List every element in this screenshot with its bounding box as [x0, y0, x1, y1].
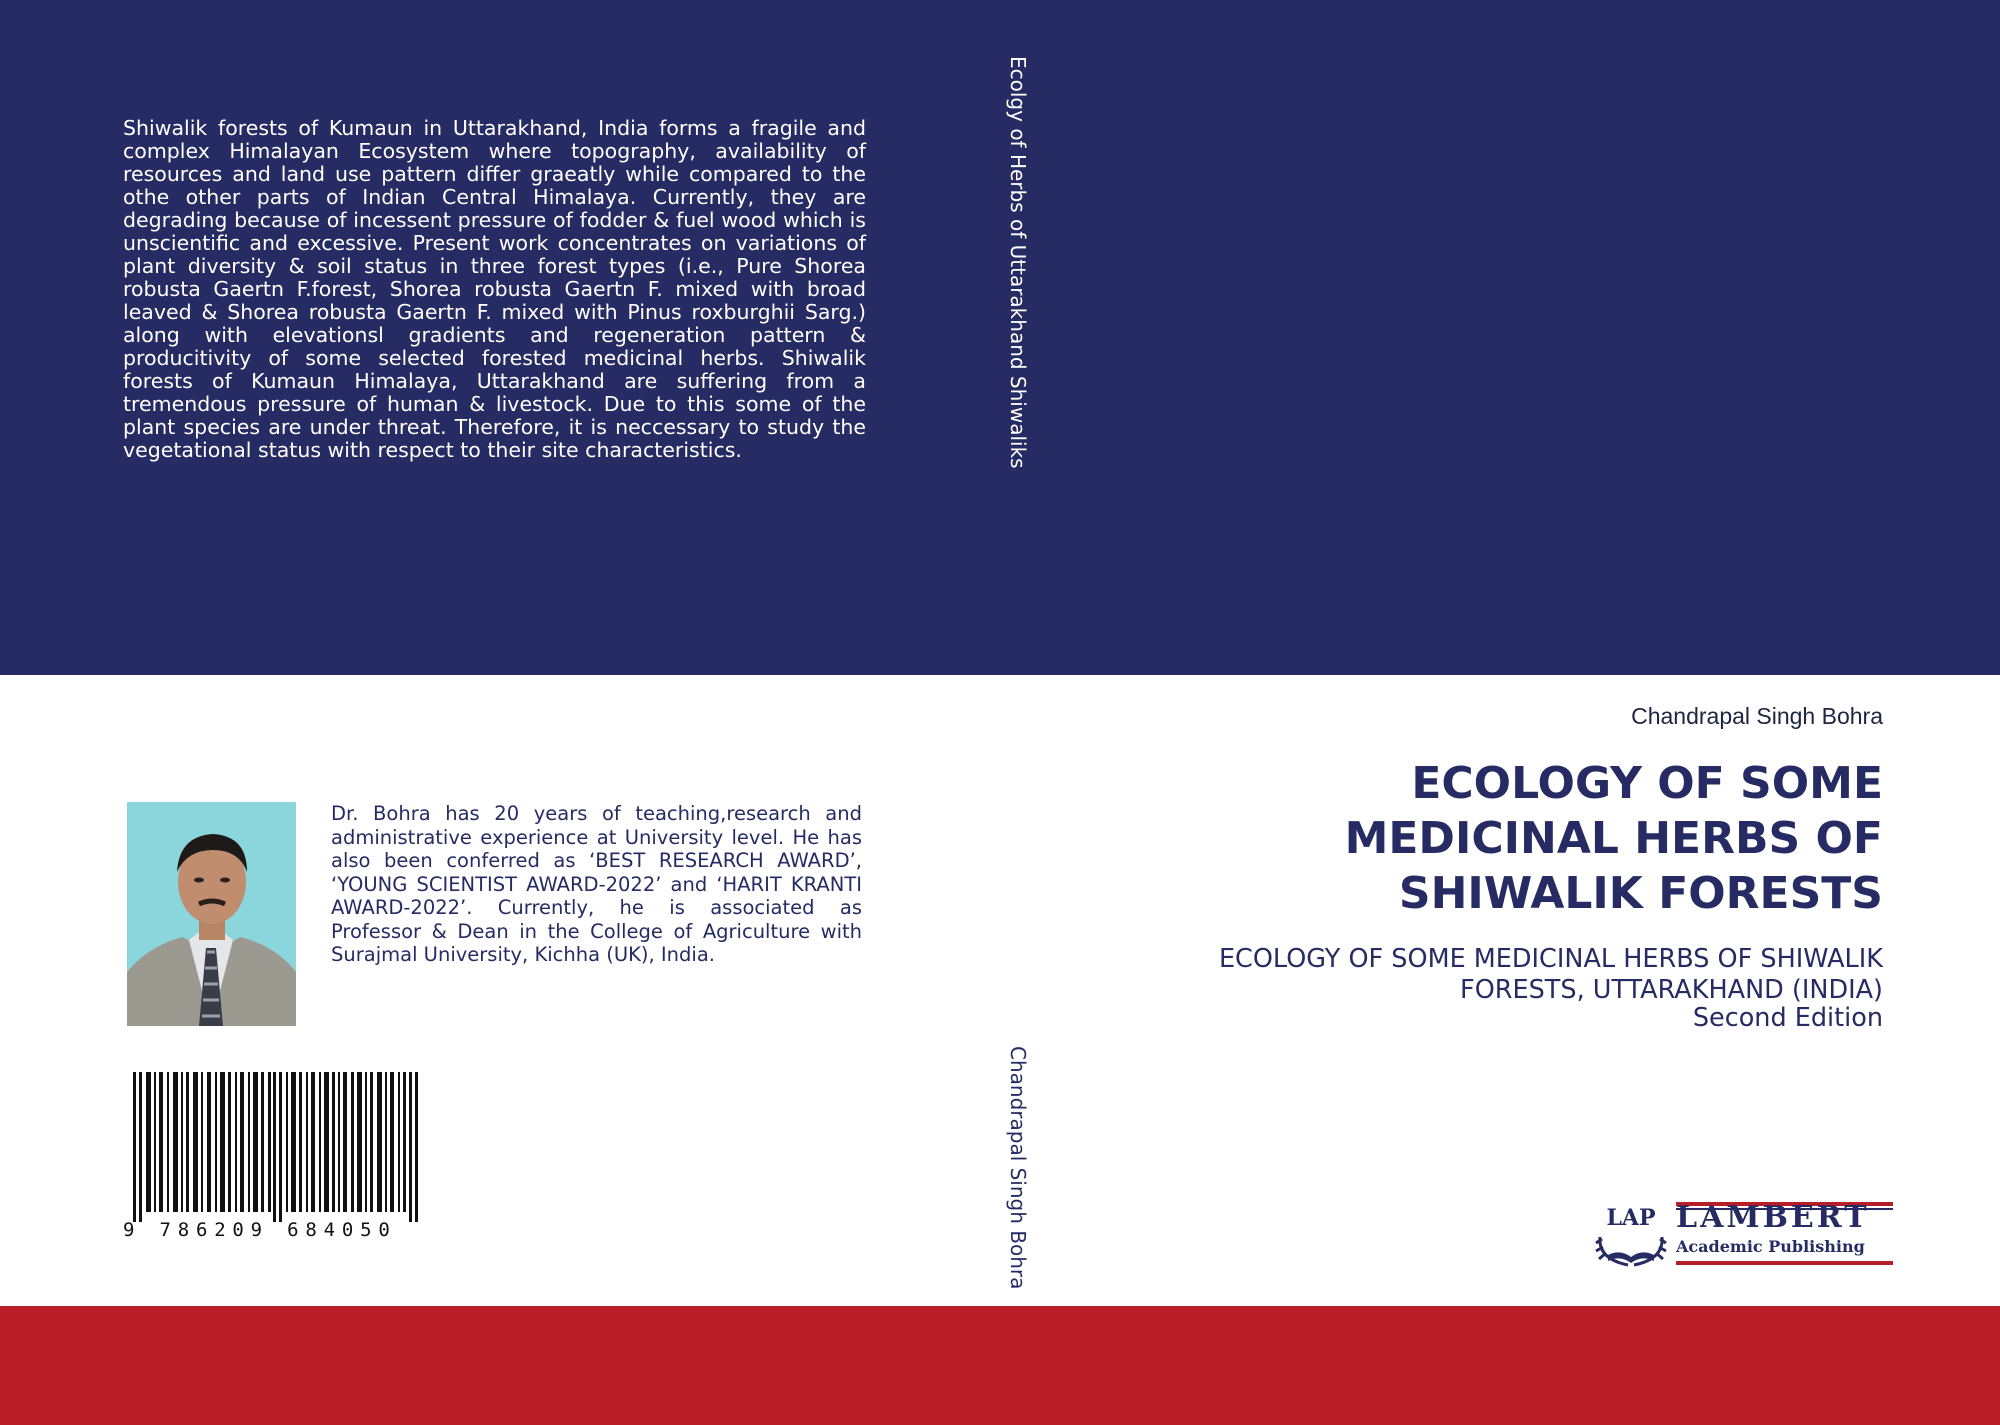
barcode	[123, 1064, 448, 1242]
back-cover-blurb: Shiwalik forests of Kumaun in Uttarakhand, India forms a fragile and complex Himalayan Ecosystem where topography, availability of resources and land use pattern differ graeatly while compared to the othe other parts of Indian Central Himalaya. Currently, they are degrading because of incessent pressure of fodder & fuel wood which is unscientific and excessive. Present work concentrates on variations of plant diversity & soil status in three forest types (i.e., Pure Shorea robusta Gaertn F.forest, Shorea robusta Gaertn F. mixed with broad leaved & Shorea robusta Gaertn F. mixed with Pinus roxburghii Sarg.) along with elevationsl gradients and regeneration pattern & producitivity of some selected forested medicinal herbs. Shiwalik forests of Kumaun Himalaya, Uttarakhand are suffering from a tremendous pressure of human & livestock. Due to this some of the plant species are under threat. Therefore, it is neccessary to study the vegetational status with respect to their site characteristics.	[123, 116, 866, 462]
book-title: ECOLOGY OF SOME MEDICINAL HERBS OF SHIWALIK FORESTS	[1344, 758, 1883, 919]
author-photo	[127, 802, 296, 1026]
book-subtitle: ECOLOGY OF SOME MEDICINAL HERBS OF SHIWALIK FORESTS, UTTARAKHAND (INDIA)	[1218, 944, 1883, 1005]
spine-title	[1000, 56, 1040, 476]
bottom-red-band	[0, 1306, 2000, 1425]
isbn-digits: 9 786209 684050	[123, 1219, 397, 1241]
author-portrait-icon	[127, 802, 296, 1026]
front-cover-author: Chandrapal Singh Bohra	[1631, 703, 1883, 729]
spine-author	[1000, 1046, 1040, 1290]
lap-emblem-text: LAP	[1606, 1205, 1656, 1231]
spine-title-text: Ecolgy of Herbs of Uttarakhand Shiwaliks	[1006, 56, 1030, 469]
publisher-tagline: Academic Publishing	[1676, 1237, 1865, 1256]
publisher-name: LAMBERT	[1676, 1200, 1870, 1235]
book-edition: Second Edition	[1692, 1003, 1883, 1033]
author-bio: Dr. Bohra has 20 years of teaching,research and administrative experience at University level. He has also been conferred as ‘BEST RESEARCH AWARD’, ‘YOUNG SCIENTIST AWARD-2022’ and ‘HARIT KRANTI AWARD-2022’. Currently, he is associated as Professor & Dean in the College of Agriculture with Surajmal University, Kichha (UK), India.	[331, 802, 862, 966]
spine-author-text: Chandrapal Singh Bohra	[1006, 1046, 1030, 1290]
